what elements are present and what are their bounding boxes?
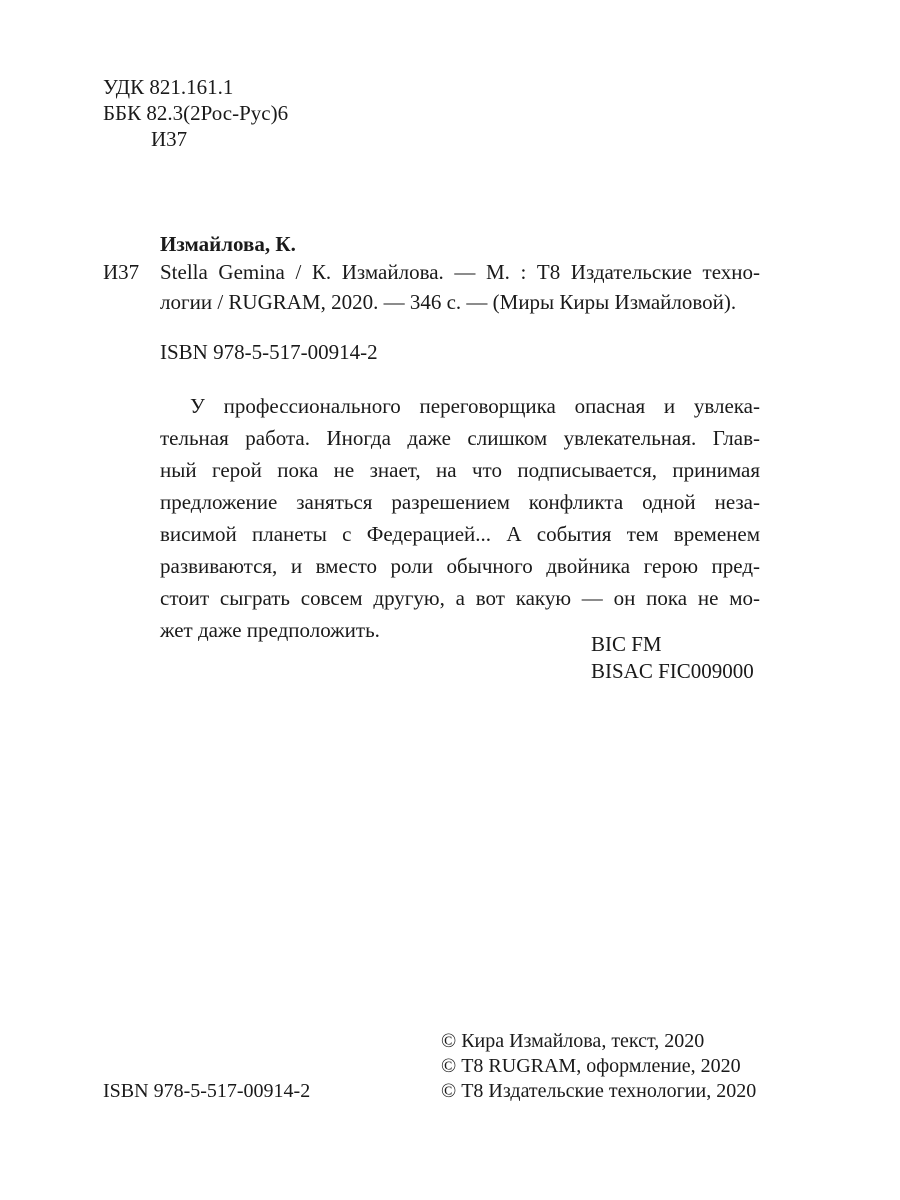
bibliographic-line: Stella Gemina / К. Измайлова. — М. : Т8 Издательские техно- — [160, 260, 760, 284]
copyright-line: © Т8 RUGRAM, оформление, 2020 — [441, 1055, 741, 1077]
bibliographic-description — [160, 257, 760, 317]
footer-isbn: ISBN 978-5-517-00914-2 — [103, 1080, 311, 1102]
annotation-line: развиваются, и вместо роли обычного двойника герою пред- — [160, 554, 760, 578]
author-sign-code: И37 — [151, 127, 188, 151]
bic-code: BIC FM — [591, 632, 662, 656]
author-heading: Измайлова, К. — [160, 232, 296, 256]
annotation — [160, 390, 760, 646]
bbk-code: ББК 82.3(2Рос-Рус)6 — [103, 101, 289, 125]
bisac-code: BISAC FIC009000 — [591, 659, 754, 683]
annotation-line: предложение заняться разрешением конфликта одной неза- — [160, 490, 760, 514]
annotation-line: У профессионального переговорщика опасная и увлека- — [190, 394, 760, 418]
annotation-line: ный герой пока не знает, на что подписывается, принимая — [160, 458, 760, 482]
isbn: ISBN 978-5-517-00914-2 — [160, 340, 378, 364]
bibliographic-line: логии / RUGRAM, 2020. — 346 с. — (Миры Киры Измайловой). — [160, 290, 737, 314]
udk-code: УДК 821.161.1 — [103, 75, 234, 99]
entry-author-sign-code: И37 — [103, 260, 140, 284]
copyright-line: © Т8 Издательские технологии, 2020 — [441, 1080, 757, 1102]
annotation-line: стоит сыграть совсем другую, а вот какую — он пока не мо- — [160, 586, 760, 610]
annotation-line: висимой планеты с Федерацией... А события тем временем — [160, 522, 760, 546]
annotation-line: тельная работа. Иногда даже слишком увлекательная. Глав- — [160, 426, 760, 450]
copyright-line: © Кира Измайлова, текст, 2020 — [441, 1030, 705, 1052]
annotation-line: жет даже предположить. — [160, 618, 380, 642]
